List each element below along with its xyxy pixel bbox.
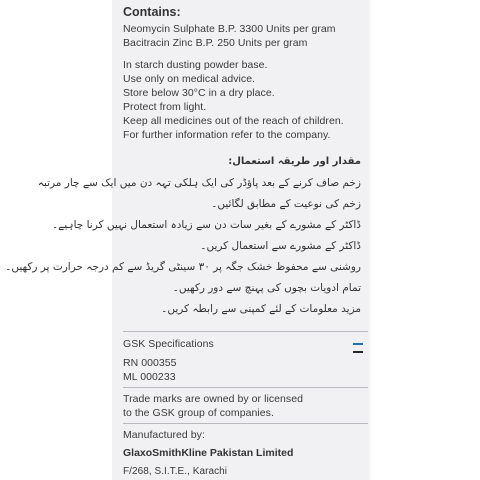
panel-edge-shadow bbox=[368, 0, 372, 480]
manufactured-by-label: Manufactured by: bbox=[123, 429, 205, 441]
rn-number: RN 000355 bbox=[123, 357, 177, 369]
trademark-line-2: to the GSK group of companies. bbox=[123, 407, 274, 419]
ingredient-neomycin: Neomycin Sulphate B.P. 3300 Units per gram bbox=[123, 23, 336, 35]
instruction-further-info: For further information refer to the company. bbox=[123, 129, 331, 141]
urdu-line-7: مزید معلومات کے لئے کمپنی سے رابطہ کریں۔ bbox=[161, 303, 361, 315]
divider-specs bbox=[123, 331, 368, 332]
blue-color-mark bbox=[353, 343, 363, 345]
urdu-line-2: زخم کی نوعیت کے مطابق لگائیں۔ bbox=[211, 198, 361, 210]
instruction-storage: Store below 30°C in a dry place. bbox=[123, 87, 275, 99]
ingredient-bacitracin: Bacitracin Zinc B.P. 250 Units per gram bbox=[123, 37, 308, 49]
instruction-medical-advice: Use only on medical advice. bbox=[123, 73, 256, 85]
urdu-line-4: ڈاکٹر کے مشورے سے استعمال کریں۔ bbox=[200, 240, 361, 252]
urdu-line-6: تمام ادویات بچوں کی پہنچ سے دور رکھیں۔ bbox=[172, 282, 361, 294]
urdu-line-5: روشنی سے محفوظ خشک جگہ پر ۳۰ سینٹی گریڈ سے کم درجہ حرارت پر رکھیں۔ bbox=[5, 261, 361, 273]
instruction-light: Protect from light. bbox=[123, 101, 207, 113]
urdu-line-1: زخم صاف کرنے کے بعد پاؤڈر کی ایک ہلکی تہہ دن میں ایک سے چار مرتبہ bbox=[37, 177, 361, 189]
urdu-dosage-title: مقدار اور طریقہ استعمال: bbox=[228, 156, 361, 167]
ml-number: ML 000233 bbox=[123, 371, 176, 383]
manufacturer-address: F/268, S.I.T.E., Karachi bbox=[123, 466, 228, 477]
divider-manufacturer bbox=[123, 423, 368, 424]
instruction-children: Keep all medicines out of the reach of children. bbox=[123, 115, 344, 127]
gsk-specifications-title: GSK Specifications bbox=[123, 338, 214, 350]
instruction-base: In starch dusting powder base. bbox=[123, 59, 268, 71]
dark-color-mark bbox=[353, 351, 363, 353]
contains-heading: Contains: bbox=[123, 5, 181, 19]
manufacturer-name: GlaxoSmithKline Pakistan Limited bbox=[123, 447, 294, 459]
trademark-line-1: Trade marks are owned by or licensed bbox=[123, 393, 303, 405]
urdu-line-3: ڈاکٹر کے مشورے کے بغیر سات دن سے زیادہ استعمال نہیں کرنا چاہیے۔ bbox=[51, 219, 361, 231]
divider-trademark bbox=[123, 387, 368, 388]
